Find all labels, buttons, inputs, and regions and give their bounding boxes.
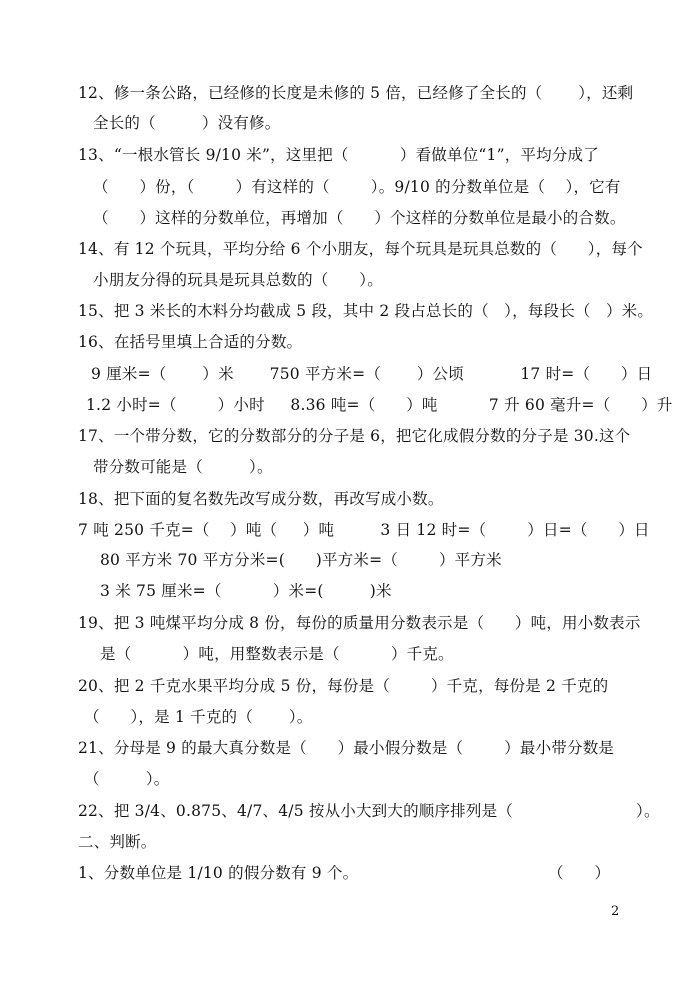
q14-line2: 小朋友分得的玩具是玩具总数的（ ）。 [93,271,383,289]
q17-line2: 带分数可能是（ ）。 [93,458,273,476]
q19-line2: 是（ ）吨，用整数表示是（ ）千克。 [100,645,454,663]
q21-line1: 21、分母是 9 的最大真分数是（ ）最小假分数是（ ）最小带分数是 [78,739,615,757]
q18-title: 18、把下面的复名数先改写成分数，再改写成小数。 [78,490,444,508]
q15-line: 15、把 3 米长的木料分均截成 5 段，其中 2 段占总长的（ ），每段长（ ）米。 [78,302,654,320]
page-number: 2 [611,904,620,919]
q21-line2: （ ）。 [84,770,170,788]
q20-line2: （ ），是 1 千克的（ ）。 [84,708,313,726]
q12-line2: 全长的（ ）没有修。 [93,114,281,132]
q16-row1: 9 厘米=（ ）米 750 平方米=（ ）公顷 17 时=（ ）日 [91,365,653,383]
q16-title: 16、在括号里填上合适的分数。 [78,333,303,351]
q22-line: 22、把 3/4、0.875、4/7、4/5 按从小大到大的顺序排列是（ ）。 [78,802,660,820]
judgment-item-1: 1、分数单位是 1/10 的假分数有 9 个。 （ ） [78,864,611,882]
q17-line1: 17、一个带分数，它的分数部分的分子是 6，把它化成假分数的分子是 30.这个 [78,427,631,445]
q18-row3: 3 米 75 厘米=（ ）米=( )米 [100,582,392,600]
q18-row2: 80 平方米 70 平方分米=( )平方米=（ ）平方米 [100,551,502,569]
q13-line3: （ ）这样的分数单位，再增加（ ）个这样的分数单位是最小的合数。 [93,209,626,227]
q20-line1: 20、把 2 千克水果平均分成 5 份，每份是（ ）千克，每份是 2 千克的 [78,677,609,695]
q13-line2: （ ）份，（ ）有这样的（ ）。9/10 的分数单位是（ ），它有 [93,178,621,196]
q19-line1: 19、把 3 吨煤平均分成 8 份，每份的质量用分数表示是（ ）吨，用小数表示 [78,614,641,632]
q14-line1: 14、有 12 个玩具，平均分给 6 个小朋友，每个玩具是玩具总数的（ ），每个 [78,240,643,258]
q16-row2: 1.2 小时=（ ）小时 8.36 吨=（ ）吨 7 升 60 毫升=（ ）升 [86,396,673,414]
q12-line1: 12、修一条公路，已经修的长度是未修的 5 倍，已经修了全长的（ ），还剩 [78,84,634,102]
q13-line1: 13、“一根水管长 9/10 米”，这里把（ ）看做单位“1”，平均分成了 [78,146,599,164]
q18-row1: 7 吨 250 千克=（ ）吨（ ）吨 3 日 12 时=（ ）日=（ ）日 [78,521,650,539]
section-heading-judgment: 二、判断。 [78,833,157,851]
